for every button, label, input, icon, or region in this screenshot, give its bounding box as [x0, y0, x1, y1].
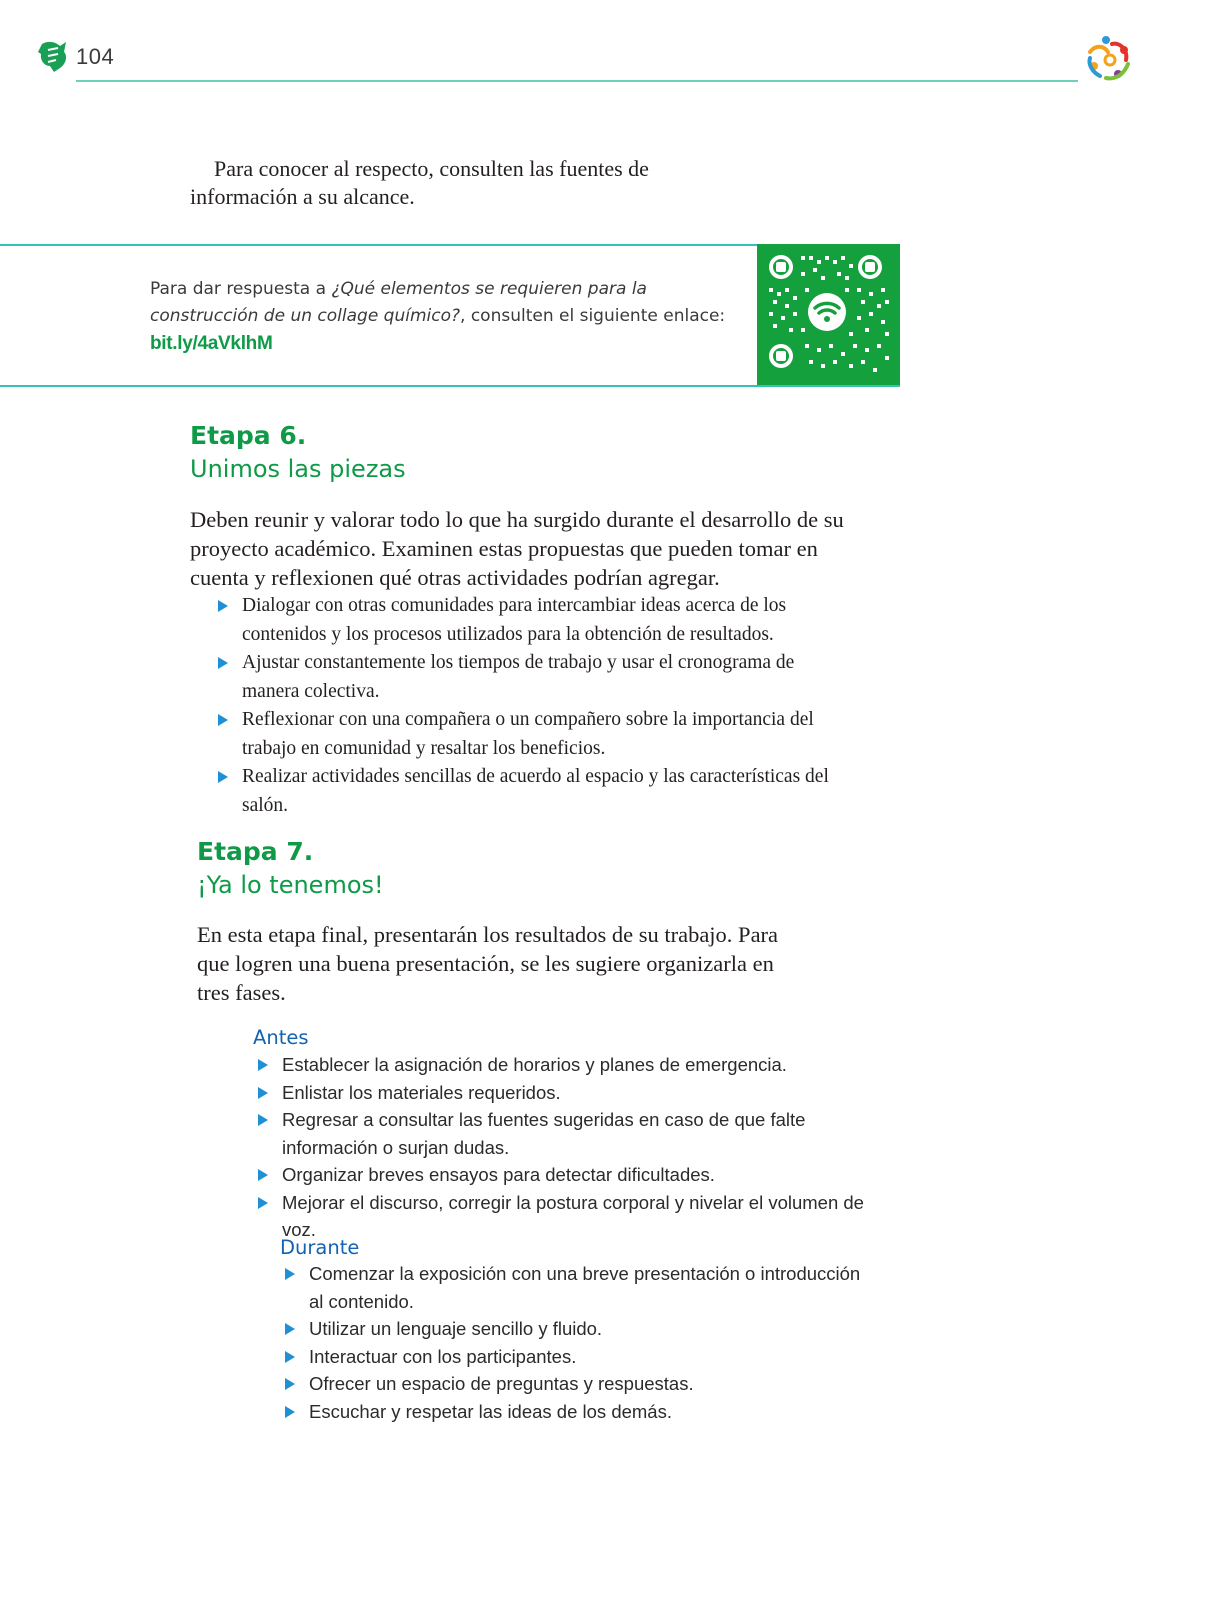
list-item: Regresar a consultar las fuentes sugeridas en caso de que falte información o surjan dudas.: [282, 1106, 902, 1161]
link-callout-box: [0, 244, 900, 387]
list-item: Establecer la asignación de horarios y planes de emergencia.: [282, 1051, 902, 1079]
stage-7-subtitle: ¡Ya lo tenemos!: [197, 871, 384, 899]
list-item: Comenzar la exposición con una breve presentación o introducción al contenido.: [309, 1260, 869, 1315]
stage-7-title: Etapa 7.: [197, 837, 314, 866]
link-question: ¿Qué elementos se requieren para la construcción de un collage químico?: [150, 279, 647, 326]
antes-heading: Antes: [253, 1026, 309, 1049]
list-item: Reflexionar con una compañera o un compañero sobre la importancia del trabajo en comunidad y resaltar los beneficios.: [242, 706, 847, 763]
durante-bullet-list: [309, 1260, 869, 1425]
page-number: 104: [76, 44, 115, 69]
intro-text: Para conocer al respecto, consulten las fuentes de información a su alcance.: [190, 156, 649, 209]
header-rule: [76, 80, 1078, 82]
list-item: Ajustar constantemente los tiempos de trabajo y usar el cronograma de manera colectiva.: [242, 649, 847, 706]
list-item: Interactuar con los participantes.: [309, 1343, 869, 1371]
stage-6-subtitle: Unimos las piezas: [190, 455, 406, 483]
list-item: Mejorar el discurso, corregir la postura corporal y nivelar el volumen de voz.: [282, 1189, 902, 1244]
wifi-icon: [808, 293, 846, 331]
list-item: Escuchar y respetar las ideas de los demás.: [309, 1398, 869, 1426]
list-item: Organizar breves ensayos para detectar dificultades.: [282, 1161, 902, 1189]
durante-heading: Durante: [280, 1236, 360, 1259]
qr-code-icon: [757, 244, 900, 385]
people-circle-emblem-icon: [1082, 30, 1140, 88]
stage-6-paragraph: [190, 505, 860, 592]
stage-6-text: Deben reunir y valorar todo lo que ha surgido durante el desarrollo de su proyecto académico. Examinen estas propuestas que pueden tomar en cuenta y reflexionen qué otras actividades podrían agregar.: [190, 507, 844, 590]
list-item: Realizar actividades sencillas de acuerdo al espacio y las características del salón.: [242, 763, 847, 820]
list-item: Dialogar con otras comunidades para intercambiar ideas acerca de los contenidos y los procesos utilizados para la obtención de resultados.: [242, 592, 847, 649]
stage-7-text: En esta etapa final, presentarán los resultados de su trabajo. Para que logren una buena presentación, se les sugiere organizarla en tres fases.: [197, 922, 779, 1005]
qr-code-panel[interactable]: [757, 244, 900, 385]
stage-7-paragraph: [197, 920, 802, 1007]
link-prefix: Para dar respuesta a: [150, 279, 332, 299]
list-item: Ofrecer un espacio de preguntas y respuestas.: [309, 1370, 869, 1398]
link-callout-text: [150, 276, 750, 357]
stage-6-title: Etapa 6.: [190, 421, 307, 450]
list-item: Enlistar los materiales requeridos.: [282, 1079, 902, 1107]
link-suffix: , consulten el siguiente enlace:: [460, 306, 726, 326]
resource-link[interactable]: bit.ly/4aVklhM: [150, 333, 273, 354]
intro-paragraph: [190, 155, 750, 211]
list-item: Utilizar un lenguaje sencillo y fluido.: [309, 1315, 869, 1343]
stage-6-bullet-list: [242, 592, 847, 820]
book-logo-icon: [36, 38, 70, 74]
antes-bullet-list: [282, 1051, 902, 1244]
